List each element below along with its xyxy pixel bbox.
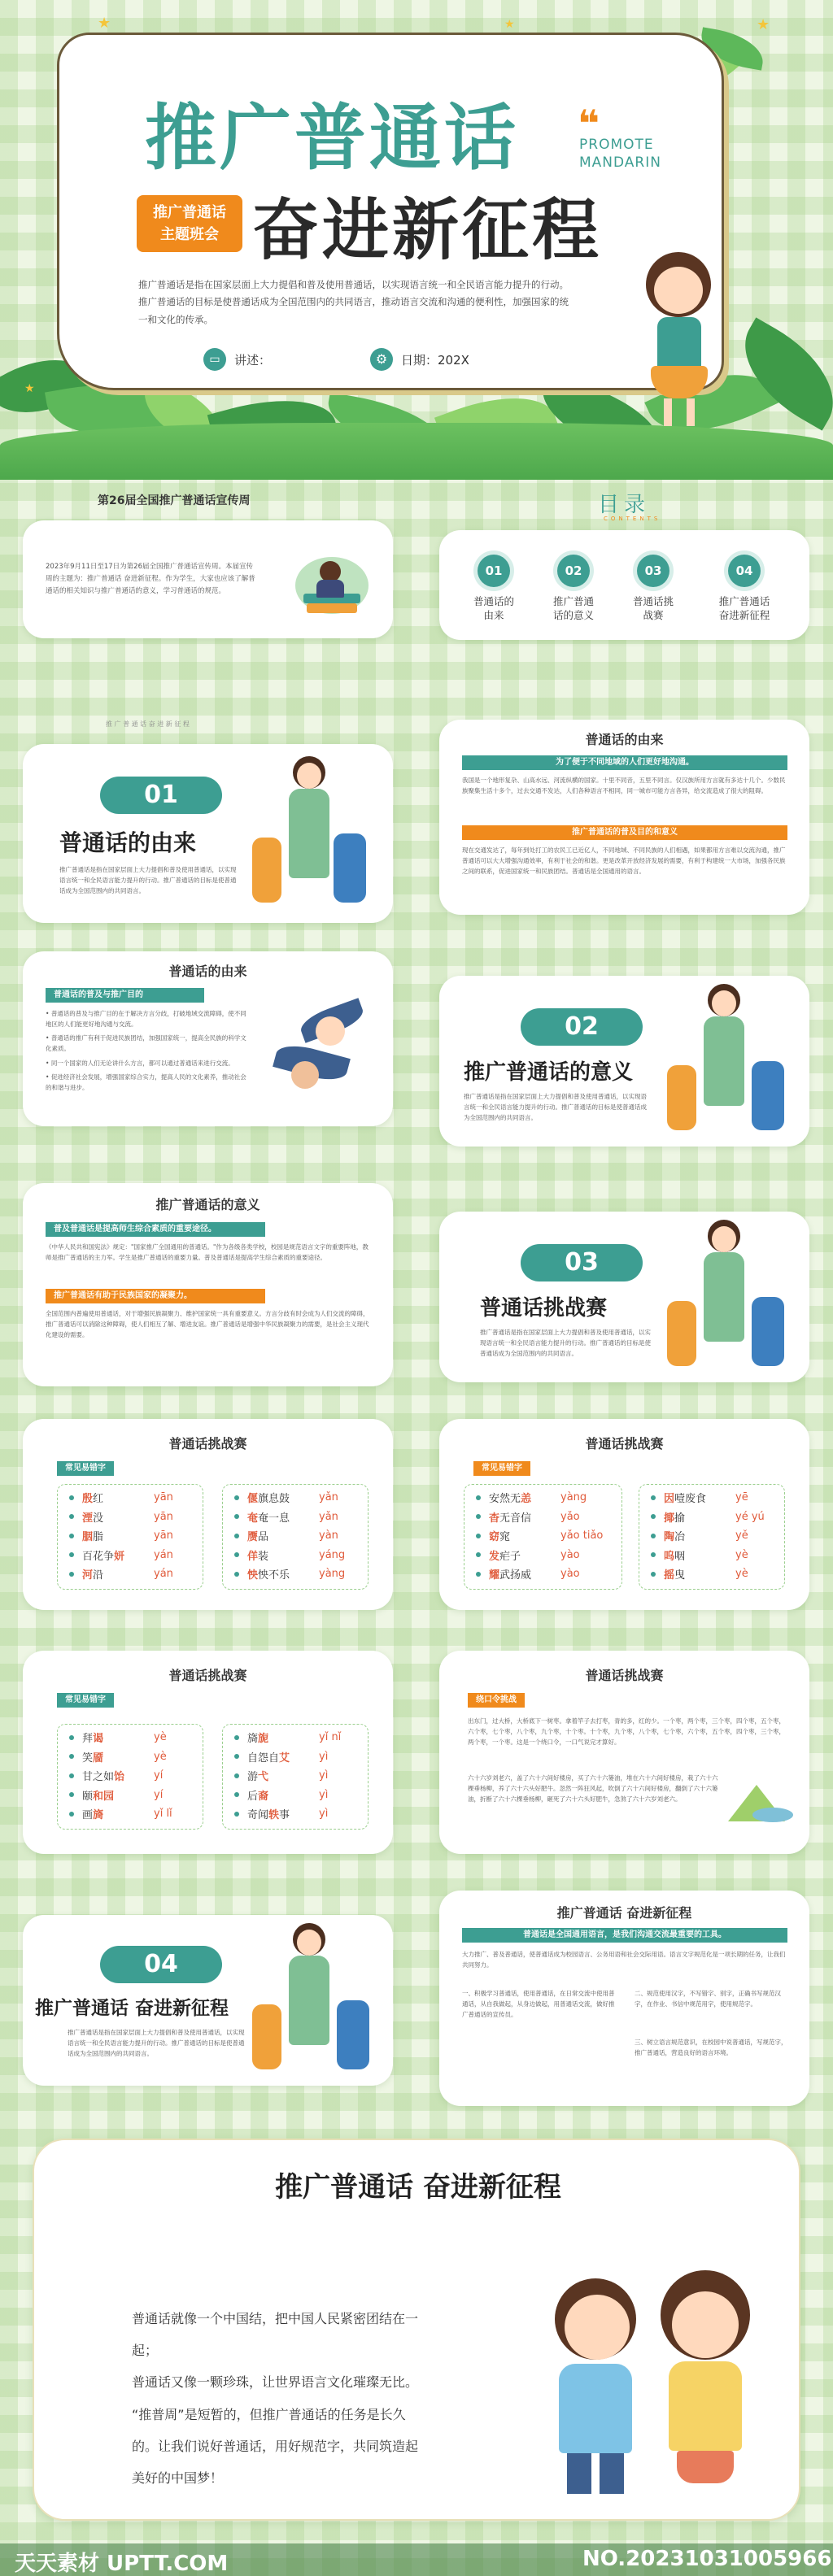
section-number-01: 01	[100, 777, 222, 814]
teacher-kids-illustration	[252, 756, 374, 911]
footer-left-text: 天天素材 UPTT.COM	[15, 2552, 229, 2576]
list-item: 揶揄 yé yú	[639, 1508, 784, 1527]
meaning-text-1: 《中华人民共和国宪法》规定："国家推广全国通用的普通话。"作为各级各类学校，校园是规范语言文字的重要阵地，教师是推广普通话的主力军。学生是推广普通话的重要力量。普及普通话是提高学生综合素质的重要途径。	[46, 1243, 369, 1262]
list-item: 拜谒 yè	[58, 1728, 203, 1747]
date-row	[370, 348, 469, 371]
toc-label-line: 战赛	[643, 608, 664, 621]
list-item: • 促进经济社会发展，增强国家综合实力，提高人民的文化素养，推动社会的和谐与进步。	[46, 1073, 246, 1091]
toc-item-03[interactable]	[617, 555, 690, 623]
intro-text: 2023年9月11日至17日为第26届全国推广普通话宣传周。本届宣传周的主题为：推广普通话 奋进新征程。作为学生，大家也应该了解普通话的相关知识与推广普通话的意义，学习普通话的规范。	[46, 563, 255, 595]
toc-label-line: 普通话的	[473, 595, 514, 607]
list-item: • 同一个国家的人们无论讲什么方言，都可以通过普通话来进行交流。	[46, 1059, 234, 1067]
words3-chip: 常见易错字	[57, 1693, 114, 1708]
toc-number: 01	[478, 555, 510, 587]
meaning-card	[23, 1183, 393, 1386]
hero-title-2: 奋进新征程	[252, 192, 603, 269]
rao-text-2: 六十六岁刘老六，盖了六十六间好楼房，买了六十六篓油，堆在六十六间好楼房，栽了六十六棵垂杨柳，养了六十六头好肥牛。忽然一阵狂风起，吹倒了六十六间好楼房，翻倒了六十六篓油，折断了六十六棵垂杨柳，砸死了六十六头好肥牛，急煞了六十六岁刘老六。	[468, 1774, 718, 1804]
toc-label	[617, 595, 690, 623]
strive-intro: 大力推广、普及普通话，使普通话成为校园语言、公务用语和社会交际用语。语言文字规范化是一项长期的任务，让我们共同努力。	[462, 1951, 786, 1969]
toc-subtitle: CONTENTS	[604, 516, 661, 522]
footer-right-text: NO.20231031005966	[582, 2547, 832, 2571]
caption-line: 推 广 普 通 话 奋 进 新 征 程	[106, 720, 190, 728]
chat-icon: ▭	[203, 348, 226, 371]
words1-chip: 常见易错字	[57, 1461, 114, 1476]
strive-card	[439, 1891, 809, 2106]
list-item: 呜咽 yè	[639, 1546, 784, 1565]
speaker-label: 讲述：	[234, 352, 272, 368]
list-item: 殷红 yān	[58, 1488, 203, 1508]
toc-label-line: 普通话挑	[632, 595, 674, 607]
teacher-kids-illustration	[252, 1923, 382, 2078]
list-item: 摇曳 yè	[639, 1564, 784, 1584]
words-card-1	[23, 1419, 393, 1610]
ending-line: 普通话又像一颗珍珠，让世界语言文化璀璨无比。	[132, 2374, 419, 2391]
section-number-04: 04	[100, 1946, 222, 1983]
toc-title: 目录	[598, 493, 651, 517]
gear-icon: ⚙	[370, 348, 393, 371]
list-item: 胭脂 yān	[58, 1526, 203, 1546]
section-03-desc: 推广普通话是指在国家层面上大力提倡和普及使用普通话，以实现语言统一和全民语言能力提升的行动。推广普通话的目标是使普通话成为全国范围内的共同语言。	[480, 1329, 651, 1358]
star-icon: ★	[757, 16, 770, 33]
list-item: 自怨自艾 yì	[223, 1747, 368, 1767]
origin-text-1: 我国是一个地形复杂、山高水远、河流纵横的国家。十里不同音，五里不同言。仅汉族所用方言就有多达十几个。少数民族聚集生活十多个，过去交通不发达，人们各种语言不相同，同一城市可能方言各异，给交流造成了很大的阻碍。	[462, 777, 786, 795]
swallow-illustration	[267, 1000, 381, 1106]
words2-right-list	[639, 1484, 785, 1590]
ending-line: 美好的中国梦！	[132, 2469, 224, 2486]
teacher-kids-illustration	[667, 1220, 797, 1374]
promote-en-1: PROMOTE	[579, 137, 654, 153]
words1-title: 普通话挑战赛	[168, 1436, 247, 1451]
hero-title-1: 推广普通话	[145, 96, 520, 180]
list-item: 佯装 yáng	[223, 1546, 368, 1565]
origin2-title: 普通话的由来	[168, 964, 247, 979]
tongue-twister-card	[439, 1651, 809, 1854]
toc-number: 04	[728, 555, 761, 587]
origin-card-2	[23, 951, 393, 1126]
toc-label-line: 推广普通	[552, 595, 594, 607]
list-item: 奄奄一息 yǎn	[223, 1508, 368, 1527]
section-04-title: 推广普通话 奋进新征程	[35, 1998, 229, 2019]
date-label: 日期：202X	[401, 352, 469, 368]
strive-col-2: 二、规范使用汉字，不写错字、别字，正确书写规范汉字，在作业、书信中规范用字，使用规范字。	[635, 1990, 781, 2008]
meaning-text-2: 全国范围内普遍使用普通话，对于增强民族凝聚力、维护国家统一具有重要意义。方言分歧有时会成为人们交流的障碍，推广普通话可以消除这种障碍，使人们相互了解、增进友谊。推广普通话是增强中华民族凝聚力的需要，是社会主义现代化建设的需要。	[46, 1310, 369, 1339]
list-item: 窈窕 yǎo tiǎo	[464, 1526, 621, 1546]
list-item: 游弋 yì	[223, 1766, 368, 1786]
strive-title: 推广普通话 奋进新征程	[556, 1905, 692, 1921]
theme-badge-line-2: 主题班会	[160, 226, 219, 243]
list-item: 奇闻轶事 yì	[223, 1804, 368, 1824]
list-item: 怏怏不乐 yàng	[223, 1564, 368, 1584]
ending-line: 普通话就像一个中国结，把中国人民紧密团结在一	[132, 2311, 419, 2326]
section-03-title: 普通话挑战赛	[480, 1296, 608, 1321]
words2-title: 普通话挑战赛	[585, 1436, 664, 1451]
words3-title: 普通话挑战赛	[168, 1668, 247, 1683]
theme-badge-line-1: 推广普通话	[153, 204, 226, 221]
toc-label	[700, 595, 789, 623]
ending-line: 的。让我们说好普通话，用好规范字，共同筑造起	[132, 2438, 419, 2454]
origin-card-1	[439, 720, 809, 915]
toc-item-04[interactable]	[700, 555, 789, 623]
toc-label-line: 奋进新征程	[718, 608, 770, 621]
list-item-text: 促进经济社会发展，增强国家综合实力，提高人民的文化素养，推动社会的和谐与进步。	[46, 1073, 246, 1091]
section-01-desc: 推广普通话是指在国家层面上大力提倡和普及使用普通话，以实现语言统一和全民语言能力提升的行动。推广普通话的目标是使普通话成为全国范围内的共同语言。	[59, 866, 237, 895]
words2-chip: 常见易错字	[473, 1461, 530, 1476]
promote-en-2: MANDARIN	[579, 154, 661, 171]
section-02-title: 推广普通话的意义	[464, 1060, 634, 1085]
section-number-03: 03	[521, 1244, 643, 1281]
section-04-desc: 推广普通话是指在国家层面上大力提倡和普及使用普通话，以实现语言统一和全民语言能力提升的行动。推广普通话的目标是使普通话成为全国范围内的共同语言。	[68, 2029, 245, 2058]
strive-col-3: 三、树立语言规范意识，在校园中说普通话，写规范字，推广普通话，营造良好的语言环境。	[635, 2039, 787, 2057]
words3-left-list	[57, 1724, 203, 1830]
list-item: 后裔 yì	[223, 1786, 368, 1805]
toc-label-line: 由来	[483, 608, 504, 621]
girl-illustration	[626, 252, 732, 431]
list-item: 赝品 yàn	[223, 1526, 368, 1546]
words1-left-list	[57, 1484, 203, 1590]
toc-item-01[interactable]	[457, 555, 530, 623]
list-item: 笑靥 yè	[58, 1747, 203, 1767]
ending-text	[132, 2303, 522, 2494]
words3-right-list	[222, 1724, 369, 1830]
rao-text-1: 出东门，过大桥，大桥底下一树枣。拿着竿子去打枣，青的多，红的少。一个枣，两个枣，三个枣，四个枣，五个枣，六个枣，七个枣，八个枣，九个枣，十个枣。十个枣，九个枣，八个枣，七个枣，六个枣，五个枣，四个枣，三个枣，两个枣，一个枣。这是一个绕口令，一口气说完才算好。	[468, 1717, 785, 1747]
words-card-3	[23, 1651, 393, 1854]
mountain-illustration	[728, 1769, 793, 1825]
rao-title: 普通话挑战赛	[585, 1668, 664, 1683]
list-item: 偃旗息鼓 yǎn	[223, 1488, 368, 1508]
toc-label-line: 推广普通话	[718, 595, 770, 607]
teacher-kids-illustration	[667, 984, 797, 1138]
strive-col-1: 一、积极学习普通话，使用普通话，在日常交流中使用普通话，从自我做起，从身边做起，用普通话交流，做好推广普通话的宣传员。	[462, 1990, 615, 2019]
list-item: 河沿 yán	[58, 1564, 203, 1584]
intro-card	[23, 520, 393, 638]
ending-card	[33, 2139, 800, 2521]
list-item-text: 普通话的普及与推广目的在于解决方言分歧，打破地域交流障碍，使不同地区的人们能更好地沟通与交流。	[46, 1010, 246, 1029]
toc-label	[537, 595, 610, 623]
rao-chip: 绕口令挑战	[468, 1693, 525, 1708]
list-item: • 普通话的普及与推广目的在于解决方言分歧，打破地域交流障碍，使不同地区的人们能更好地沟通与交流。	[46, 1010, 246, 1029]
origin2-bullet-list	[46, 1008, 249, 1096]
list-item: 因噎废食 yē	[639, 1488, 784, 1508]
list-item: 耀武扬威 yào	[464, 1564, 621, 1584]
list-item: 百花争妍 yán	[58, 1546, 203, 1565]
words-card-2	[439, 1419, 809, 1610]
toc-item-02[interactable]	[537, 555, 610, 623]
quote-mark-icon: ❝	[578, 102, 600, 146]
origin-bar-2: 推广普通话的普及目的和意义	[462, 825, 787, 840]
star-icon: ★	[504, 18, 515, 31]
ending-line: “推普周”是短暂的，但推广普通话的任务是长久	[132, 2406, 406, 2422]
toc-label-line: 话的意义	[552, 608, 594, 621]
list-item: 湮没 yān	[58, 1508, 203, 1527]
words1-right-list	[222, 1484, 369, 1590]
origin2-bar: 普通话的普及与推广目的	[46, 988, 204, 1003]
list-item: 颐和园 yí	[58, 1786, 203, 1805]
section-01-title: 普通话的由来	[59, 829, 197, 856]
students-illustration	[539, 2262, 766, 2506]
list-item: 画旖 yǐ lǐ	[58, 1804, 203, 1824]
meaning-title: 推广普通话的意义	[155, 1197, 260, 1212]
toc-label	[457, 595, 530, 623]
origin-bar-1: 为了便于不同地域的人们更好地沟通。	[462, 755, 787, 770]
section-02-desc: 推广普通话是指在国家层面上大力提倡和普及使用普通话，以实现语言统一和全民语言能力提升的行动。推广普通话的目标是使普通话成为全国范围内的共同语言。	[464, 1093, 647, 1122]
origin-title: 普通话的由来	[585, 732, 664, 747]
speaker-row	[203, 348, 271, 371]
grass-strip	[0, 423, 833, 480]
list-item-text: 同一个国家的人们无论讲什么方言，都可以通过普通话来进行交流。	[50, 1059, 234, 1067]
meaning-bar-1: 普及普通话是提高师生综合素质的重要途径。	[46, 1222, 265, 1237]
list-item: 安然无恙 yàng	[464, 1488, 621, 1508]
list-item: 陶冶 yě	[639, 1526, 784, 1546]
list-item: 杳无音信 yǎo	[464, 1508, 621, 1527]
list-item: 旖旎 yǐ nǐ	[223, 1728, 368, 1747]
intro-heading: 第26届全国推广普通话宣传周	[98, 494, 251, 507]
origin-text-2: 现在交通发达了，每年到处打工的农民工已近亿人，不同地域、不同民族的人们相遇，如果都用方言难以交流沟通，推广普通话可以大大增强沟通效率，有利于社会的和谐。更是改革开放经济发展的需要，有利于构建统一大市场，加强各民族之间的联系，促进国家统一和民族团结。普通话是全国通用的语言。	[462, 846, 786, 876]
list-item: 甘之如饴 yí	[58, 1766, 203, 1786]
list-item-text: 普通话的推广有利于促进民族团结，加强国家统一，提高全民族的科学文化素质。	[46, 1034, 246, 1053]
ending-title: 推广普通话 奋进新征程	[275, 2171, 561, 2204]
words2-left-list	[464, 1484, 622, 1590]
reading-boy-illustration	[287, 549, 377, 622]
toc-number: 02	[557, 555, 590, 587]
hero-description: 推广普通话是指在国家层面上大力提倡和普及使用普通话，以实现语言统一和全民语言能力提升的行动。推广普通话的目标是使普通话成为全国范围内的共同语言，推动语言交流和沟通的便利性，加强国家的统一和文化的传承。	[138, 279, 569, 325]
star-icon: ★	[98, 15, 111, 32]
list-item: 发疟子 yào	[464, 1546, 621, 1565]
toc-card	[439, 530, 809, 640]
strive-bar: 普通话是全国通用语言，是我们沟通交流最重要的工具。	[462, 1928, 787, 1943]
list-item: • 普通话的推广有利于促进民族团结，加强国家统一，提高全民族的科学文化素质。	[46, 1034, 246, 1053]
meaning-bar-2: 推广普通话有助于民族国家的凝聚力。	[46, 1289, 265, 1303]
ending-line: 起；	[132, 2343, 159, 2359]
star-icon: ★	[24, 382, 35, 395]
toc-number: 03	[637, 555, 669, 587]
hero-section	[0, 0, 833, 480]
theme-badge	[137, 195, 242, 252]
section-number-02: 02	[521, 1008, 643, 1046]
